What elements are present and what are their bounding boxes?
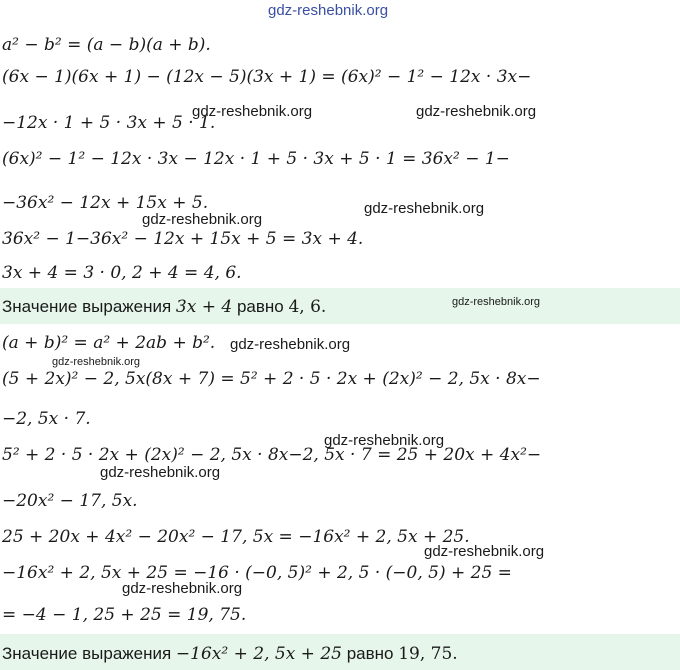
conclusion-1-value: 4, 6. — [288, 297, 327, 317]
formula-line-15: = −4 − 1, 25 + 25 = 19, 75. — [2, 605, 247, 625]
formula-line-11: 5² + 2 · 5 · 2x + (2x)² − 2, 5x · 8x−2, 5x · 7 = 25 + 20x + 4x²− — [2, 445, 542, 465]
watermark: gdz-reshebnik.org — [100, 464, 221, 481]
formula-line-4: (6x)² − 1² − 12x · 3x − 12x · 1 + 5 · 3x + 5 · 1 = 36x² − 1− — [2, 149, 510, 169]
formula-line-12: −20x² − 17, 5x. — [2, 491, 138, 511]
watermark: gdz-reshebnik.org — [122, 580, 243, 597]
formula-line-8: (a + b)² = a² + 2ab + b². — [2, 333, 216, 353]
formula-line-9: (5 + 2x)² − 2, 5x(8x + 7) = 5² + 2 · 5 · 2x + (2x)² − 2, 5x · 8x− — [2, 369, 541, 389]
conclusion-2-expr: −16x² + 2, 5x + 25 — [175, 644, 342, 664]
conclusion-1 — [2, 296, 326, 318]
conclusion-1-expr: 3x + 4 — [175, 297, 233, 317]
watermark: gdz-reshebnik.org — [52, 356, 141, 368]
formula-line-5: −36x² − 12x + 15x + 5. — [2, 193, 209, 213]
conclusion-2-prefix: Значение выражения — [2, 644, 172, 663]
watermark: gdz-reshebnik.org — [452, 296, 541, 308]
formula-line-3: −12x · 1 + 5 · 3x + 5 · 1. — [2, 113, 216, 133]
watermark: gdz-reshebnik.org — [324, 432, 445, 449]
watermark: gdz-reshebnik.org — [364, 200, 485, 217]
formula-line-7: 3x + 4 = 3 · 0, 2 + 4 = 4, 6. — [2, 263, 242, 283]
formula-line-2: (6x − 1)(6x + 1) − (12x − 5)(3x + 1) = (6x)² − 1² − 12x · 3x− — [2, 67, 532, 87]
conclusion-2 — [2, 643, 458, 665]
conclusion-2-mid: равно — [346, 644, 394, 663]
conclusion-1-prefix: Значение выражения — [2, 297, 172, 316]
watermark-top: gdz-reshebnik.org — [268, 2, 389, 19]
watermark: gdz-reshebnik.org — [142, 211, 263, 228]
formula-line-10: −2, 5x · 7. — [2, 409, 91, 429]
formula-line-13: 25 + 20x + 4x² − 20x² − 17, 5x = −16x² + 2, 5x + 25. — [2, 527, 470, 547]
conclusion-2-value: 19, 75. — [398, 644, 458, 664]
formula-line-14: −16x² + 2, 5x + 25 = −16 · (−0, 5)² + 2, 5 · (−0, 5) + 25 = — [2, 563, 512, 583]
conclusion-1-mid: равно — [236, 297, 284, 316]
watermark: gdz-reshebnik.org — [416, 103, 537, 120]
watermark: gdz-reshebnik.org — [230, 336, 351, 353]
formula-line-6: 36x² − 1−36x² − 12x + 15x + 5 = 3x + 4. — [2, 229, 364, 249]
watermark: gdz-reshebnik.org — [424, 543, 545, 560]
watermark: gdz-reshebnik.org — [192, 103, 313, 120]
formula-line-1: a² − b² = (a − b)(a + b). — [2, 35, 211, 55]
